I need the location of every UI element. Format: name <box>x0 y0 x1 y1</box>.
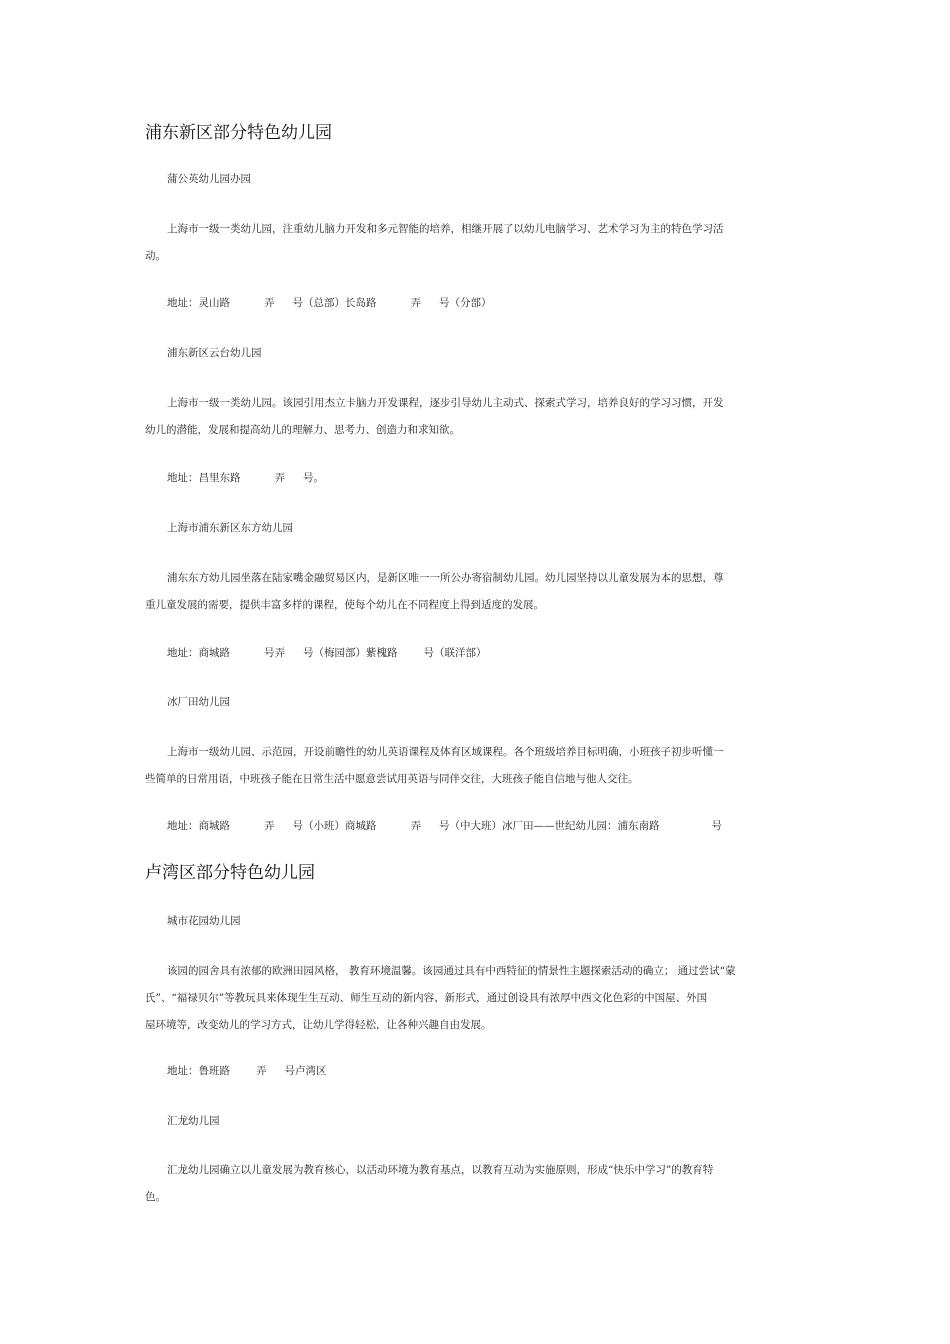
description-line: 些简单的日常用语，中班孩子能在日常生活中愿意尝试用英语与同伴交往，大班孩子能自信地与他人交往。 <box>145 773 639 785</box>
description-line: 氏”、“福禄贝尔”等教玩具来体现生生互动、师生互动的新内容、新形式，通过创设具有浓厚中西文化色彩的中国屋、外国 <box>145 992 708 1004</box>
description-line: 上海市一级幼儿园、示范园，开设前瞻性的幼儿英语课程及体育区域课程。各个班级培养目标明确，小班孩子初步听懂一 <box>167 746 724 758</box>
address-part: 弄 <box>264 820 275 832</box>
kindergarten-name: 蒲公英幼儿园办园 <box>167 173 251 185</box>
address-part: 号 <box>711 820 722 832</box>
kindergarten-description <box>145 739 810 793</box>
kindergarten-description <box>145 565 810 619</box>
section-title-luwan: 卢湾区部分特色幼儿园 <box>145 863 315 883</box>
kindergarten-description <box>145 216 810 270</box>
kindergarten-name: 冰厂田幼儿园 <box>167 696 230 708</box>
kindergarten-address <box>167 813 722 840</box>
address-part: 号（总部）长岛路 <box>292 297 377 309</box>
address-part: 弄 <box>256 1065 267 1077</box>
address-part: 号（中大班）冰厂田——世纪幼儿园：浦东南路 <box>439 820 660 832</box>
address-part: 地址：灵山路 <box>167 297 230 309</box>
kindergarten-description <box>145 958 810 1039</box>
address-part: 号弄 <box>264 647 285 659</box>
kindergarten-name: 上海市浦东新区东方幼儿园 <box>167 522 293 534</box>
description-line: 幼儿的潜能，发展和提高幼儿的理解力、思考力、创造力和求知欲。 <box>145 424 460 436</box>
address-part: 号。 <box>303 472 324 484</box>
description-line: 上海市一级一类幼儿园，注重幼儿脑力开发和多元智能的培养，相继开展了以幼儿电脑学习、艺术学习为主的特色学习活 <box>167 223 724 235</box>
kindergarten-description <box>145 1157 810 1211</box>
address-part: 号（小班）商城路 <box>292 820 377 832</box>
address-part: 号（联洋部） <box>423 647 487 659</box>
address-part: 地址：昌里东路 <box>167 472 241 484</box>
kindergarten-description <box>145 390 810 444</box>
description-line: 浦东东方幼儿园坐落在陆家嘴金融贸易区内，是新区唯一一所公办寄宿制幼儿园。幼儿园坚持以儿童发展为本的思想，尊 <box>167 572 724 584</box>
kindergarten-address <box>167 1058 327 1085</box>
address-part: 地址：商城路 <box>167 820 230 832</box>
address-part: 弄 <box>410 820 421 832</box>
section-title-pudong: 浦东新区部分特色幼儿园 <box>145 123 332 143</box>
description-line: 色。 <box>145 1191 166 1203</box>
address-part: 弄 <box>274 472 285 484</box>
kindergarten-name: 浦东新区云台幼儿园 <box>167 347 262 359</box>
kindergarten-address <box>167 290 492 317</box>
description-line: 上海市一级一类幼儿园。该园引用杰立卡脑力开发课程，逐步引导幼儿主动式、探索式学习，培养良好的学习习惯，开发 <box>167 397 724 409</box>
address-part: 号（梅园部）紫槐路 <box>303 647 398 659</box>
description-line: 汇龙幼儿园确立以儿童发展为教育核心，以活动环境为教育基点，以教育互动为实施原则，形成“快乐中学习”的教育特 <box>167 1164 714 1176</box>
description-line: 该园的园舍具有浓郁的欧洲田园风格， 教育环境温馨。该园通过具有中西特征的情景性主题探索活动的确立； 通过尝试“蒙 <box>167 965 736 977</box>
description-line: 屋环境等，改变幼儿的学习方式，让幼儿学得轻松，让各种兴趣自由发展。 <box>145 1019 492 1031</box>
kindergarten-name: 城市花园幼儿园 <box>167 915 241 927</box>
kindergarten-address <box>167 465 324 492</box>
address-part: 弄 <box>410 297 421 309</box>
address-part: 号卢湾区 <box>284 1065 327 1077</box>
kindergarten-address <box>167 640 487 667</box>
address-part: 地址：鲁班路 <box>167 1065 230 1077</box>
address-part: 弄 <box>264 297 275 309</box>
description-line: 重儿童发展的需要，提供丰富多样的课程，使每个幼儿在不同程度上得到适度的发展。 <box>145 599 544 611</box>
description-line: 动。 <box>145 250 166 262</box>
kindergarten-name: 汇龙幼儿园 <box>167 1115 220 1127</box>
address-part: 号（分部） <box>439 297 492 309</box>
address-part: 地址：商城路 <box>167 647 230 659</box>
